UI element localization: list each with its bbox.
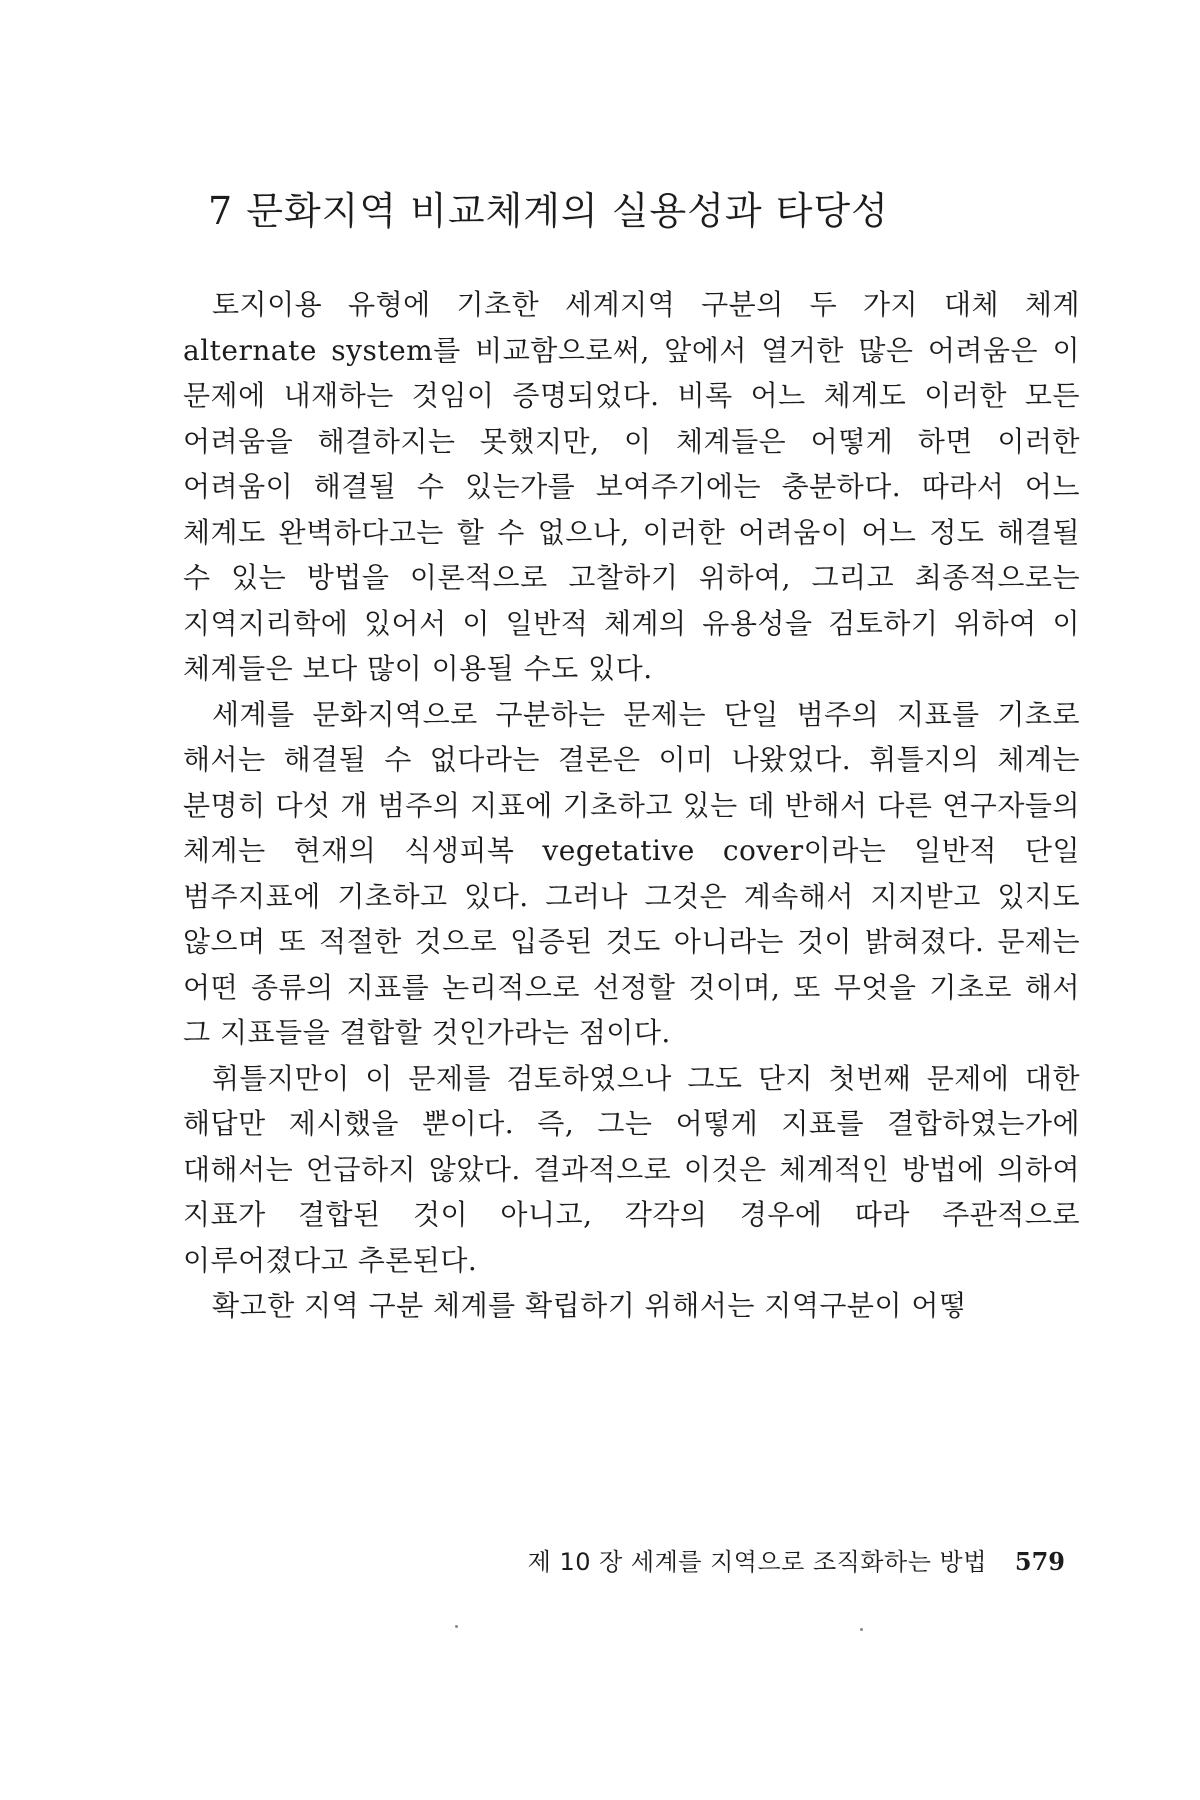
section-title: 7 문화지역 비교체계의 실용성과 타당성	[208, 189, 889, 233]
scan-speck	[860, 1628, 863, 1631]
paragraph-3: 휘틀지만이 이 문제를 검토하였으나 그도 단지 첫번째 문제에 대한 해답만 제시했을 뿐이다. 즉, 그는 어떻게 지표를 결합하였는가에 대해서는 언급하지 않았다. 결과적으로 이것은 체계적인 방법에 의하여 지표가 결합된 것이 아니고, 각각의 경우에 따라 주관적으로 이루어졌다고 추론된다.	[183, 1061, 1080, 1277]
running-footer-chapter: 제 10 장 세계를 지역으로 조직화하는 방법	[527, 1548, 987, 1576]
scan-speck	[455, 1625, 458, 1628]
paragraph-4: 확고한 지역 구분 체계를 확립하기 위해서는 지역구분이 어떻	[212, 1289, 967, 1322]
body-text	[183, 282, 1080, 1329]
page-footer	[528, 1546, 1065, 1578]
paragraph-1: 토지이용 유형에 기초한 세계지역 구분의 두 가지 대체 체계 alternate system를 비교함으로써, 앞에서 열거한 많은 어려움은 이 문제에 내재하는 것임이 증명되었다. 비록 어느 체계도 이러한 모든 어려움을 해결하지는 못했지만, 이 체계들은 어떻게 하면 이러한 어려움이 해결될 수 있는가를 보여주기에는 충분하다. 따라서 어느 체계도 완벽하다고는 할 수 없으나, 이러한 어려움이 어느 정도 해결될 수 있는 방법을 이론적으로 고찰하기 위하여, 그리고 최종적으로는 지역지리학에 있어서 이 일반적 체계의 유용성을 검토하기 위하여 이 체계들은 보다 많이 이용될 수도 있다.	[183, 288, 1080, 685]
paragraph-2: 세계를 문화지역으로 구분하는 문제는 단일 범주의 지표를 기초로 해서는 해결될 수 없다라는 결론은 이미 나왔었다. 휘틀지의 체계는 분명히 다섯 개 범주의 지표에 기초하고 있는 데 반해서 다른 연구자들의 체계는 현재의 식생피복 vegetative cover이라는 일반적 단일 범주지표에 기초하고 있다. 그러나 그것은 계속해서 지지받고 있지도 않으며 또 적절한 것으로 입증된 것도 아니라는 것이 밝혀졌다. 문제는 어떤 종류의 지표를 논리적으로 선정할 것이며, 또 무엇을 기초로 해서 그 지표들을 결합할 것인가라는 점이다.	[183, 697, 1080, 1049]
page-number: 579	[1014, 1547, 1065, 1576]
